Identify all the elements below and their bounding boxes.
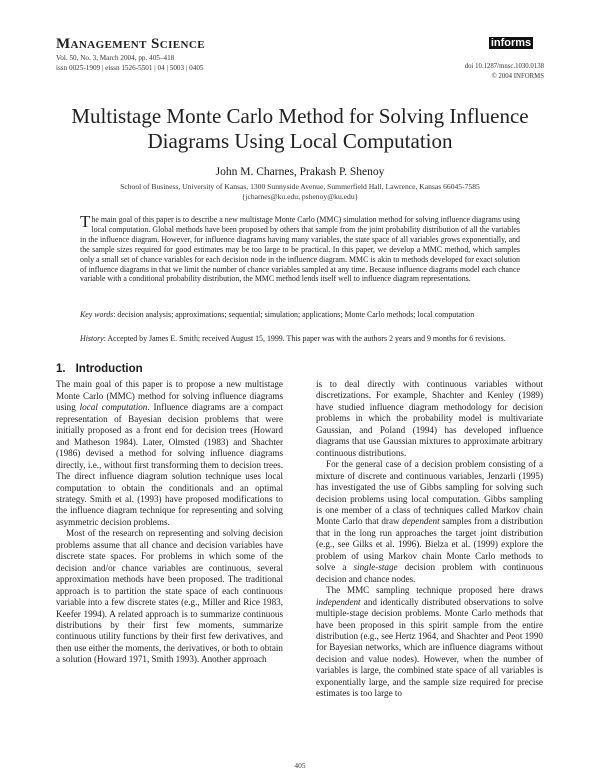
section-number: 1. [56,363,66,375]
author-emails: {jcharnes@ku.edu, pshenoy@ku.edu} [241,192,359,201]
journal-name: Management Science [56,36,205,52]
paragraph [316,585,543,700]
copyright-line: © 2004 INFORMS [491,72,544,80]
keywords-text: : decision analysis; approximations; sequential; simulation; applications; Monte Carlo methods; local computation [113,310,475,319]
emphasis-text: independent [316,596,361,607]
abstract-text: he main goal of this paper is to describe a new multistage Monte Carlo (MMC) simulation method for solving influence diagrams using local computation. Global methods have been proposed by others that sample from the joint probability distribution of all the variables in the influence diagram. However, for influence diagrams having many variables, the state space of all variables grows exponentially, and the sample sizes required for good estimates may be too large to be practical. In this paper, we develop a MMC method, which samples only a small set of chance variables for each decision node in the influence diagram. MMC is akin to methods developed for exact solution of influence diagrams in that we limit the number of chance variables sampled at any time. Because influence diagrams model each chance variable with a conditional probability distribution, the MMC method lends itself well to influence diagram representations. [80,215,520,284]
author-names: John M. Charnes, Prakash P. Shenoy [215,166,385,178]
left-column [56,364,283,666]
text-run: For the general case of a decision problem consisting of a mixture of discrete and continuous variables, Jenzarli (1995) has investigated the use of Gibbs sampling for solving such decision problems using local computation. Gibbs sampling is one member of a class of techniques called Markov chain Monte Carlo that draw [316,459,543,527]
issn-line: issn 0025-1909 | eissn 1526-5501 | 04 | 5003 | 0405 [56,63,204,72]
doi-line: doi 10.1287/mnsc.1030.0138 [464,63,544,70]
keywords [80,310,520,320]
paragraph [316,459,543,585]
page-number: 405 [294,761,306,770]
abstract [80,212,520,284]
section-heading [56,364,283,375]
text-run: and identically distributed observations to solve multiple-stage decision problems. Monte Carlo methods that have been proposed in this spirit sample from the entire distribution (e.g., see Hertz 1964, and Shachter and Peot 1990 for Bayesian networks, which are influence diagrams without decision and value nodes). However, when the number of variables is large, the combined state space of all variables is exponentially large, and the sample size required for precise estimates is too large to [316,596,543,699]
publisher-logo-text: informs [490,37,532,49]
abstract-drop-letter: T [80,212,91,231]
text-run: The MMC sampling technique proposed here draws [326,585,543,596]
text-run: The main goal of this paper is to propose a new multistage Monte Carlo (MMC) method for solving influence diagrams using [56,379,283,413]
history [80,334,520,344]
section-title: Introduction [75,363,143,375]
publisher-logo [480,36,542,50]
keywords-label: Key words [80,310,114,319]
right-column [316,379,543,700]
affiliation [40,182,560,202]
doi-block [414,62,544,81]
paragraph: is to deal directly with continuous variables without discretizations. For example, Shachter and Kenley (1989) have studied influence diagram methodology for decision problems in which the probability model is multivariate Gaussian, and Poland (1994) has developed influence diagrams that use Gaussian mixtures to approximate arbitrary continuous distributions. [316,379,543,458]
paragraph: Most of the research on representing and solving decision problems assume that all chance and decision variables have discrete state spaces. For problems in which some of the decision and/or chance variables are continuous, several approximation methods have been proposed. The traditional approach is to partition the state space of each continuous variable into a few discrete states (e.g., Miller and Rice 1983, Keefer 1994). A related approach is to summarize continuous distributions by their first few moments, summarize continuous utility functions by their first few derivatives, and then use either the moments, the derivatives, or both to obtain a solution (Howard 1971, Smith 1993). Another approach [56,528,283,665]
volume-line: Vol. 50, No. 3, March 2004, pp. 405–418 [56,54,175,62]
emphasis-text: local computation [79,402,148,413]
affiliation-address: School of Business, University of Kansas, 1300 Sunnyside Avenue, Summerfield Hall, Lawrence, Kansas 66045-7585 [120,182,480,191]
text-run: decision problem with continuous decision and chance nodes. [316,562,544,584]
article-title: Multistage Monte Carlo Method for Solving Influence Diagrams Using Local Computation [71,104,529,153]
history-label: History [80,334,104,343]
emphasis-text: dependent [402,516,440,527]
text-run: . Influence diagrams are a compact representation of Bayesian decision problems that were initially proposed as a front end for decision trees (Howard and Matheson 1984). Later, Olmsted (1983) and Shachter (1986) devised a method for solving influence diagrams directly, i.e., without first transforming them to decision trees. The direct influence diagram solution technique uses local computation to obtain the conditionals and an optimal strategy. Smith et al. (1993) have proposed modifications to the influence diagram technique for representing and solving asymmetric decision problems. [56,402,283,527]
emphasis-text: single-stage [353,562,398,573]
volume-info [56,54,204,73]
history-text: : Accepted by James E. Smith; received August 15, 1999. This paper was with the authors 2 years and 9 months for 6 revisions. [103,334,506,343]
paragraph [56,379,283,528]
text-run: samples from a distribution that in the long run approaches the target joint distribution (e.g., see Gilks et al. 1996). Bielza et al. (1999) explore the problem of using Markov chain Monte Carlo methods to solve a [316,516,543,573]
